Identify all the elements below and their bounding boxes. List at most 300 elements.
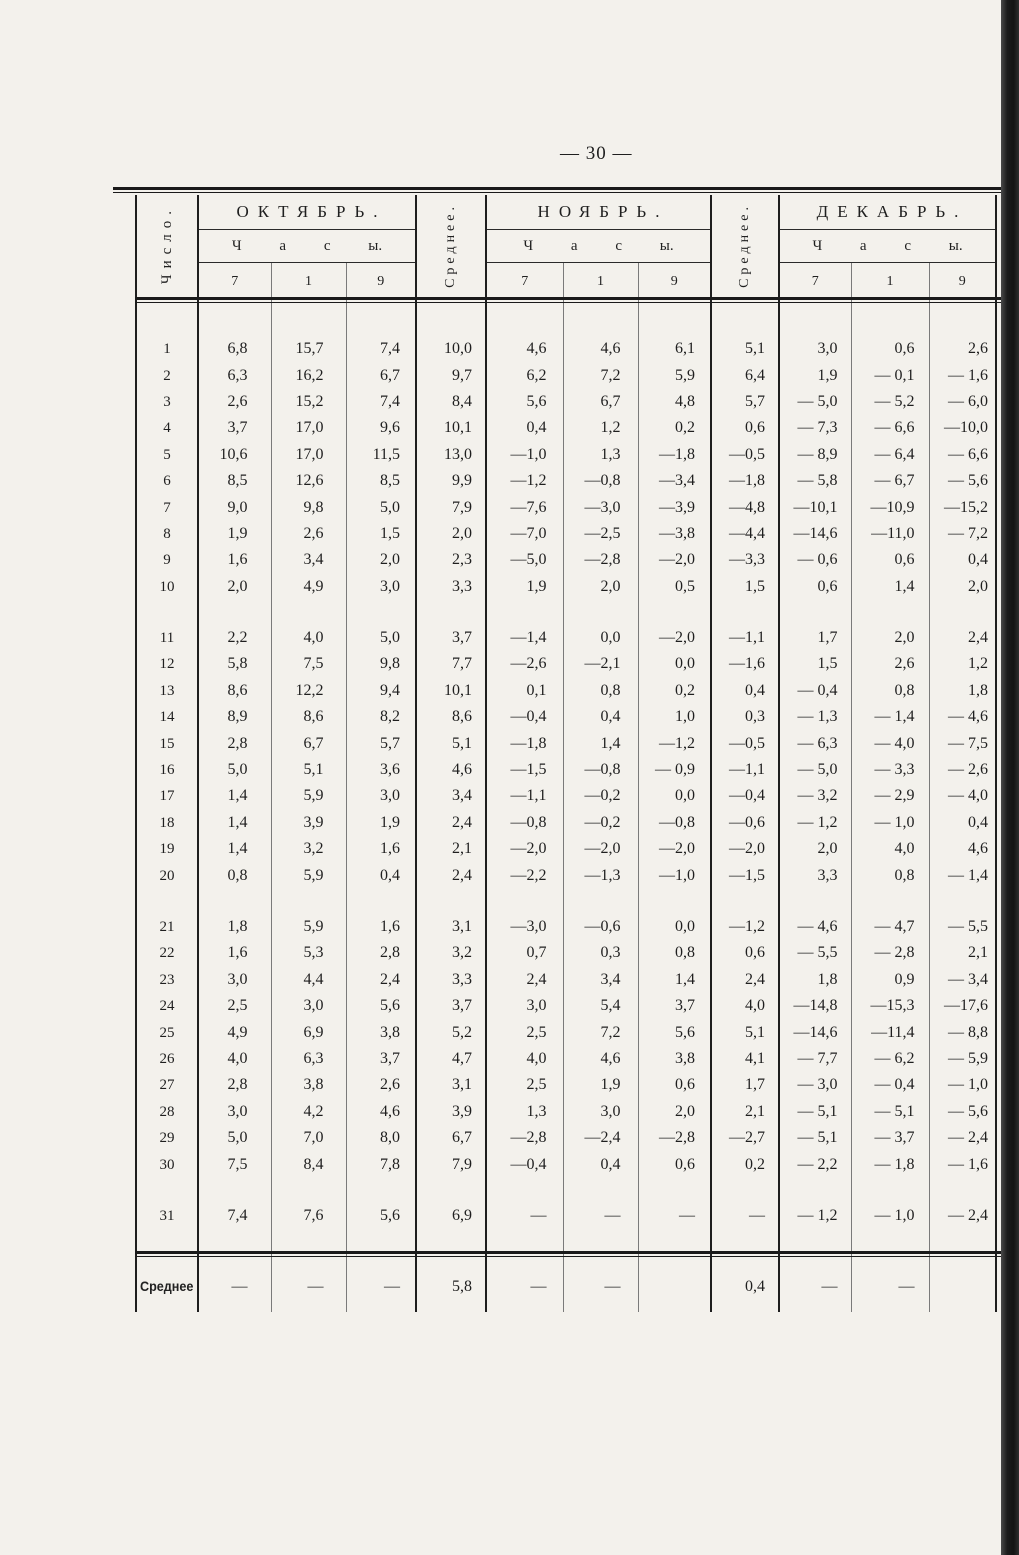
- day-number: 8: [136, 521, 198, 547]
- oct-mean-value: 3,3: [416, 967, 486, 993]
- oct-7h-value: 2,8: [198, 1072, 271, 1098]
- nov-mean-value: —2,0: [711, 836, 779, 862]
- table-row: [136, 336, 996, 362]
- day-number: 3: [136, 389, 198, 415]
- nov-7h-value: 0,4: [486, 415, 563, 441]
- oct-7h-value: 3,7: [198, 415, 271, 441]
- october-hour-9: 9: [346, 263, 416, 301]
- dec-1h-value: —15,3: [851, 993, 929, 1019]
- oct-mean-value: 7,7: [416, 651, 486, 677]
- nov-7h-value: —1,2: [486, 468, 563, 494]
- nov-7h-value: —2,8: [486, 1125, 563, 1151]
- oct-9h-value: 3,7: [346, 1046, 416, 1072]
- spacer-cell: [638, 889, 711, 914]
- table-row: [136, 468, 996, 494]
- oct-1h-value: 4,2: [271, 1099, 346, 1125]
- nov-1h-value: 1,3: [563, 442, 638, 468]
- dec-1h-value: — 6,6: [851, 415, 929, 441]
- nov-mean-value: —1,1: [711, 625, 779, 651]
- spacer-cell: [346, 889, 416, 914]
- oct-9h-value: 7,4: [346, 336, 416, 362]
- dec-7h-value: — 3,2: [779, 783, 851, 809]
- dec-7h-value: — 5,8: [779, 468, 851, 494]
- nov-1h-value: —0,2: [563, 783, 638, 809]
- oct-1h-value: 5,9: [271, 914, 346, 940]
- spacer-cell: [711, 300, 779, 336]
- oct-1h-value: 4,4: [271, 967, 346, 993]
- dec-1h-average: —: [851, 1254, 929, 1312]
- table-row: [136, 862, 996, 888]
- nov-7h-value: —3,0: [486, 914, 563, 940]
- spacer-cell: [346, 300, 416, 336]
- nov-1h-value: —3,0: [563, 494, 638, 520]
- oct-7h-value: 7,5: [198, 1151, 271, 1177]
- nov-7h-value: 0,7: [486, 940, 563, 966]
- nov-1h-value: 3,0: [563, 1099, 638, 1125]
- table-row: [136, 389, 996, 415]
- dec-1h-value: — 1,0: [851, 810, 929, 836]
- oct-mean-value: 3,2: [416, 940, 486, 966]
- nov-mean-value: 0,4: [711, 678, 779, 704]
- spacer-cell: [198, 1178, 271, 1203]
- dec-7h-value: — 0,4: [779, 678, 851, 704]
- nov-9h-value: —2,8: [638, 1125, 711, 1151]
- nov-1h-value: 0,4: [563, 704, 638, 730]
- oct-1h-value: 5,1: [271, 757, 346, 783]
- oct-mean-value: 13,0: [416, 442, 486, 468]
- oct-7h-value: 5,0: [198, 757, 271, 783]
- oct-9h-value: 0,4: [346, 862, 416, 888]
- table-row: [136, 810, 996, 836]
- october-hours-label: Ч а с ы.: [198, 230, 416, 263]
- table-body: [136, 300, 996, 1254]
- nov-9h-value: 0,2: [638, 678, 711, 704]
- spacer-cell: [711, 600, 779, 625]
- spacer-cell: [563, 889, 638, 914]
- oct-7h-value: 4,0: [198, 1046, 271, 1072]
- day-number: 15: [136, 730, 198, 756]
- dec-1h-value: — 2,8: [851, 940, 929, 966]
- spacer-cell: [929, 600, 996, 625]
- table-row: [136, 547, 996, 573]
- day-number: 17: [136, 783, 198, 809]
- dec-1h-value: 2,0: [851, 625, 929, 651]
- spacer-cell: [711, 1178, 779, 1203]
- day-number: 26: [136, 1046, 198, 1072]
- nov-9h-value: 0,0: [638, 783, 711, 809]
- dec-9h-value: —15,2: [944, 498, 989, 516]
- dec-7h-value: 3,3: [779, 862, 851, 888]
- day-number: 5: [136, 442, 198, 468]
- dec-7h-value: —10,1: [779, 494, 851, 520]
- nov-mean-value: —1,5: [711, 862, 779, 888]
- day-number: 14: [136, 704, 198, 730]
- oct-9h-value: 9,6: [346, 415, 416, 441]
- oct-1h-value: 15,7: [271, 336, 346, 362]
- oct-9h-value: 9,8: [346, 651, 416, 677]
- temperature-table: [135, 195, 997, 1312]
- dec-9h-value: — 5,5: [948, 918, 989, 935]
- spacer-cell: [198, 889, 271, 914]
- nov-7h-value: 5,6: [486, 389, 563, 415]
- oct-9h-value: 11,5: [346, 442, 416, 468]
- nov-1h-value: —: [563, 1203, 638, 1229]
- day-number: 6: [136, 468, 198, 494]
- dec-1h-value: — 6,2: [851, 1046, 929, 1072]
- nov-9h-value: —: [638, 1203, 711, 1229]
- nov-9h-value: — 0,9: [638, 757, 711, 783]
- nov-9h-value: 4,8: [638, 389, 711, 415]
- spacer-cell: [851, 600, 929, 625]
- nov-9h-value: —1,8: [638, 442, 711, 468]
- nov-9h-value: —3,4: [638, 468, 711, 494]
- day-number: 12: [136, 651, 198, 677]
- november-hours-label: Ч а с ы.: [486, 230, 711, 263]
- month-october: ОКТЯБРЬ.: [198, 195, 416, 230]
- table-row: [136, 783, 996, 809]
- dec-7h-value: — 6,3: [779, 730, 851, 756]
- oct-mean-value: 3,4: [416, 783, 486, 809]
- dec-9h-value: — 5,6: [948, 472, 989, 490]
- nov-mean-value: —0,4: [711, 783, 779, 809]
- oct-1h-value: 5,9: [271, 783, 346, 809]
- mean-row-label-cell: [136, 1254, 198, 1312]
- month-november: НОЯБРЬ.: [486, 195, 711, 230]
- nov-7h-value: —5,0: [486, 547, 563, 573]
- oct-mean-value: 9,7: [416, 362, 486, 388]
- dec-1h-value: — 0,1: [851, 362, 929, 388]
- nov-mean-value: 2,1: [711, 1099, 779, 1125]
- oct-1h-value: 7,0: [271, 1125, 346, 1151]
- table-row: [136, 574, 996, 600]
- nov-7h-average: —: [486, 1254, 563, 1312]
- spacer-cell: [563, 600, 638, 625]
- day-number: 13: [136, 678, 198, 704]
- header-months-row: [136, 195, 996, 230]
- table-row: [136, 704, 996, 730]
- nov-1h-value: 7,2: [563, 362, 638, 388]
- dec-7h-value: — 5,0: [779, 389, 851, 415]
- nov-mean-value: 0,6: [711, 415, 779, 441]
- table-row: [136, 757, 996, 783]
- nov-1h-value: 1,4: [563, 730, 638, 756]
- oct-9h-value: 1,6: [346, 836, 416, 862]
- table-row: [136, 651, 996, 677]
- table-row: [136, 1151, 996, 1177]
- dec-1h-value: — 3,7: [851, 1125, 929, 1151]
- oct-mean-value: 3,7: [416, 625, 486, 651]
- day-number: 27: [136, 1072, 198, 1098]
- dec-1h-value: 0,6: [851, 547, 929, 573]
- dec-7h-value: — 5,0: [779, 757, 851, 783]
- nov-7h-value: —7,6: [486, 494, 563, 520]
- oct-mean-value: 8,6: [416, 704, 486, 730]
- nov-7h-value: 4,6: [486, 336, 563, 362]
- november-hour-7: 7: [486, 263, 563, 301]
- dec-9h-value: — 1,6: [948, 366, 989, 384]
- oct-9h-value: 8,5: [346, 468, 416, 494]
- nov-1h-value: 1,9: [563, 1072, 638, 1098]
- oct-7h-value: 5,0: [198, 1125, 271, 1151]
- dec-7h-value: 1,5: [779, 651, 851, 677]
- spacer-cell: [779, 600, 851, 625]
- dec-9h-value: — 6,6: [948, 445, 989, 463]
- nov-9h-value: 0,0: [638, 651, 711, 677]
- dec-7h-value: 1,9: [779, 362, 851, 388]
- nov-9h-value: 0,0: [638, 914, 711, 940]
- spacer-cell: [851, 1178, 929, 1203]
- nov-7h-value: 2,4: [486, 967, 563, 993]
- nov-7h-value: —1,0: [486, 442, 563, 468]
- oct-9h-value: 1,5: [346, 521, 416, 547]
- day-number: 24: [136, 993, 198, 1019]
- spacer-cell: [779, 300, 851, 336]
- table-row: [136, 836, 996, 862]
- dec-1h-value: — 4,7: [851, 914, 929, 940]
- dec-7h-value: — 0,6: [779, 547, 851, 573]
- dec-1h-value: 0,8: [851, 862, 929, 888]
- dec-9h-value: — 2,4: [948, 1206, 989, 1224]
- day-number: 9: [136, 547, 198, 573]
- oct-9h-value: 5,7: [346, 730, 416, 756]
- spacer-cell: [486, 1178, 563, 1203]
- oct-9h-value: 8,2: [346, 704, 416, 730]
- table-header: [136, 195, 996, 300]
- nov-9h-value: —3,9: [638, 494, 711, 520]
- oct-mean-value: 7,9: [416, 494, 486, 520]
- dec-9h-value: — 7,5: [948, 734, 989, 752]
- day-number: 22: [136, 940, 198, 966]
- oct-9h-value: 3,0: [346, 783, 416, 809]
- dec-9h-value: — 1,6: [948, 1155, 989, 1173]
- dec-9h-value: 1,2: [968, 655, 989, 673]
- oct-9h-value: 6,7: [346, 362, 416, 388]
- oct-7h-value: 8,6: [198, 678, 271, 704]
- dec-1h-value: — 1,8: [851, 1151, 929, 1177]
- oct-1h-value: 4,0: [271, 625, 346, 651]
- nov-mean-value: 0,2: [711, 1151, 779, 1177]
- dec-1h-value: — 6,7: [851, 468, 929, 494]
- nov-1h-value: 7,2: [563, 1019, 638, 1045]
- spacer-cell: [198, 600, 271, 625]
- oct-1h-value: 6,3: [271, 1046, 346, 1072]
- nov-1h-average: —: [563, 1254, 638, 1312]
- dec-7h-value: — 4,6: [779, 914, 851, 940]
- oct-7h-value: 2,6: [198, 389, 271, 415]
- nov-mean-value: —1,6: [711, 651, 779, 677]
- spacer-cell: [486, 600, 563, 625]
- dec-7h-value: 1,7: [779, 625, 851, 651]
- nov-mean-value: 6,4: [711, 362, 779, 388]
- oct-7h-value: 1,4: [198, 783, 271, 809]
- dec-9h-value: — 5,9: [948, 1049, 989, 1067]
- oct-1h-value: 9,8: [271, 494, 346, 520]
- oct-7h-value: 1,9: [198, 521, 271, 547]
- nov-1h-value: —0,6: [563, 914, 638, 940]
- spacer-cell: [271, 300, 346, 336]
- oct-7h-value: 5,8: [198, 651, 271, 677]
- table-footer: [136, 1254, 996, 1312]
- nov-1h-value: —2,1: [563, 651, 638, 677]
- oct-7h-value: 2,0: [198, 574, 271, 600]
- oct-mean-average: 5,8: [416, 1254, 486, 1312]
- nov-mean-value: —: [711, 1203, 779, 1229]
- dec-9h-value: — 1,0: [948, 1076, 989, 1094]
- oct-mean-value: 2,0: [416, 521, 486, 547]
- nov-1h-value: 1,2: [563, 415, 638, 441]
- nov-1h-value: 0,3: [563, 940, 638, 966]
- nov-mean-value: —1,8: [711, 468, 779, 494]
- nov-7h-value: —2,0: [486, 836, 563, 862]
- nov-mean-value: —1,1: [711, 757, 779, 783]
- nov-1h-value: 0,8: [563, 678, 638, 704]
- oct-9h-value: 3,6: [346, 757, 416, 783]
- nov-1h-value: —0,8: [563, 468, 638, 494]
- dec-1h-value: — 1,4: [851, 704, 929, 730]
- nov-9h-value: 1,0: [638, 704, 711, 730]
- oct-mean-value: 7,9: [416, 1151, 486, 1177]
- december-hours-label: Ч а с ы.: [779, 230, 996, 263]
- nov-mean-average: 0,4: [711, 1254, 779, 1312]
- nov-9h-value: 6,1: [638, 336, 711, 362]
- nov-7h-value: —2,6: [486, 651, 563, 677]
- spacer-cell: [638, 300, 711, 336]
- nov-7h-value: 0,1: [486, 678, 563, 704]
- oct-mean-value: 3,3: [416, 574, 486, 600]
- dec-7h-value: — 8,9: [779, 442, 851, 468]
- oct-7h-value: 8,5: [198, 468, 271, 494]
- dec-7h-value: — 1,3: [779, 704, 851, 730]
- oct-mean-value: 10,0: [416, 336, 486, 362]
- oct-mean-value: 5,1: [416, 730, 486, 756]
- dec-7h-value: — 5,1: [779, 1125, 851, 1151]
- dec-7h-value: 3,0: [779, 336, 851, 362]
- day-number: 25: [136, 1019, 198, 1045]
- day-number: 16: [136, 757, 198, 783]
- row-spacer: [136, 600, 996, 625]
- table-row: [136, 1072, 996, 1098]
- dec-9h-value: 1,8: [968, 681, 989, 699]
- nov-7h-value: —1,4: [486, 625, 563, 651]
- oct-mean-value: 4,7: [416, 1046, 486, 1072]
- november-hour-1: 1: [563, 263, 638, 301]
- page-edge: [1001, 0, 1019, 1555]
- nov-1h-value: —2,8: [563, 547, 638, 573]
- oct-7h-value: 7,4: [198, 1203, 271, 1229]
- nov-1h-value: —2,4: [563, 1125, 638, 1151]
- header-bottom-rule: [135, 297, 1003, 303]
- nov-7h-value: 6,2: [486, 362, 563, 388]
- dec-9h-value: — 6,0: [948, 392, 989, 410]
- nov-mean-value: —1,2: [711, 914, 779, 940]
- oct-1h-value: 8,6: [271, 704, 346, 730]
- nov-9h-value: 0,2: [638, 415, 711, 441]
- dec-7h-value: — 5,1: [779, 1099, 851, 1125]
- oct-1h-value: 8,4: [271, 1151, 346, 1177]
- nov-1h-value: 0,0: [563, 625, 638, 651]
- nov-mean-value: —0,5: [711, 442, 779, 468]
- table-row: [136, 967, 996, 993]
- nov-7h-value: —1,5: [486, 757, 563, 783]
- nov-1h-value: —0,8: [563, 757, 638, 783]
- oct-9h-value: 5,6: [346, 993, 416, 1019]
- day-number: 20: [136, 862, 198, 888]
- nov-9h-value: —0,8: [638, 810, 711, 836]
- oct-1h-value: 3,0: [271, 993, 346, 1019]
- nov-7h-value: —7,0: [486, 521, 563, 547]
- nov-mean-value: 5,1: [711, 1019, 779, 1045]
- nov-1h-value: —2,5: [563, 521, 638, 547]
- oct-mean-value: 2,3: [416, 547, 486, 573]
- spacer-cell: [136, 1178, 198, 1203]
- oct-mean-value: 6,7: [416, 1125, 486, 1151]
- dec-7h-value: — 7,3: [779, 415, 851, 441]
- table-row: [136, 1125, 996, 1151]
- oct-7h-value: 10,6: [198, 442, 271, 468]
- dec-9h-value: 0,4: [968, 813, 989, 831]
- table-row: [136, 442, 996, 468]
- dec-7h-value: — 3,0: [779, 1072, 851, 1098]
- day-number: 4: [136, 415, 198, 441]
- mean-row-label: Среднее: [140, 1278, 194, 1295]
- table-row: [136, 625, 996, 651]
- oct-9h-value: 4,6: [346, 1099, 416, 1125]
- nov-mean-value: 4,1: [711, 1046, 779, 1072]
- spacer-cell: [136, 889, 198, 914]
- day-label: Число.: [158, 205, 175, 285]
- oct-1h-value: 12,2: [271, 678, 346, 704]
- nov-9h-average: [638, 1254, 711, 1312]
- november-mean-label: Среднее.: [737, 202, 753, 288]
- oct-mean-value: 3,1: [416, 1072, 486, 1098]
- dec-7h-value: —14,8: [779, 993, 851, 1019]
- nov-1h-value: —0,2: [563, 810, 638, 836]
- oct-7h-value: 3,0: [198, 967, 271, 993]
- oct-7h-value: 1,6: [198, 940, 271, 966]
- oct-1h-value: 5,9: [271, 862, 346, 888]
- day-number: 10: [136, 574, 198, 600]
- dec-1h-value: — 4,0: [851, 730, 929, 756]
- oct-mean-value: 2,1: [416, 836, 486, 862]
- nov-mean-value: —0,6: [711, 810, 779, 836]
- dec-9h-value: — 5,6: [948, 1102, 989, 1120]
- oct-7h-value: 9,0: [198, 494, 271, 520]
- november-hour-9: 9: [638, 263, 711, 301]
- october-hour-7: 7: [198, 263, 271, 301]
- nov-mean-value: 5,1: [711, 336, 779, 362]
- oct-7h-value: 0,8: [198, 862, 271, 888]
- nov-1h-value: 3,4: [563, 967, 638, 993]
- nov-7h-value: 2,5: [486, 1019, 563, 1045]
- spacer-cell: [416, 300, 486, 336]
- nov-1h-value: —1,3: [563, 862, 638, 888]
- oct-7h-value: 4,9: [198, 1019, 271, 1045]
- spacer-cell: [271, 600, 346, 625]
- oct-9h-value: 2,8: [346, 940, 416, 966]
- dec-1h-value: 2,6: [851, 651, 929, 677]
- dec-1h-value: — 3,3: [851, 757, 929, 783]
- dec-9h-value: — 2,6: [948, 761, 989, 779]
- spacer-cell: [198, 300, 271, 336]
- nov-1h-value: 6,7: [563, 389, 638, 415]
- oct-7h-value: 1,4: [198, 836, 271, 862]
- oct-7h-value: 1,4: [198, 810, 271, 836]
- oct-1h-value: 3,8: [271, 1072, 346, 1098]
- nov-7h-value: —: [486, 1203, 563, 1229]
- oct-9h-value: 5,0: [346, 494, 416, 520]
- oct-9h-value: 5,6: [346, 1203, 416, 1229]
- oct-1h-value: 17,0: [271, 442, 346, 468]
